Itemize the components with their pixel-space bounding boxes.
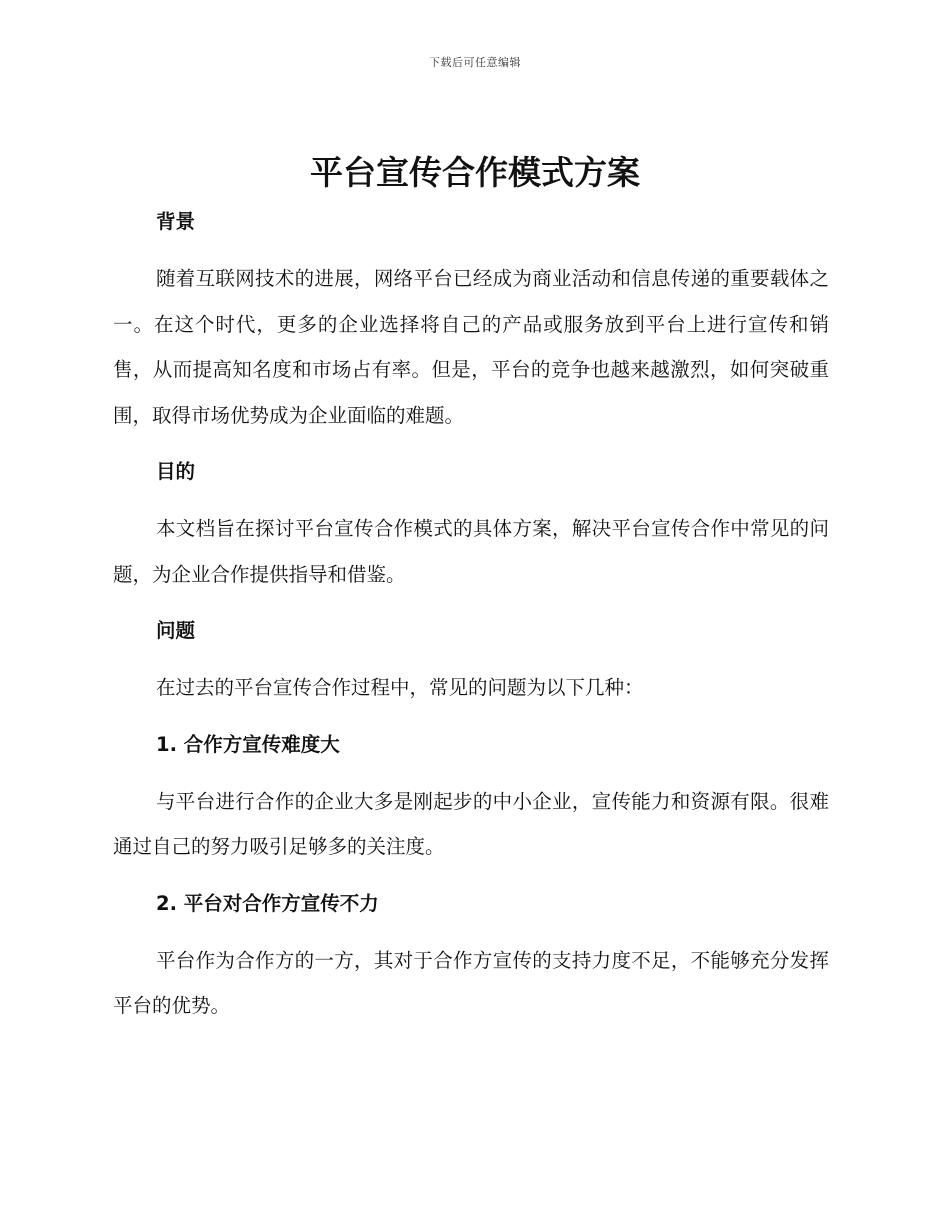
header-note: 下载后可任意编辑 <box>429 56 521 69</box>
section-paragraph: 本文档旨在探讨平台宣传合作模式的具体方案，解决平台宣传合作中常见的问题，为企业合作提供指导和借鉴。 <box>113 517 829 586</box>
document-title: 平台宣传合作模式方案 <box>310 153 640 192</box>
section-heading: 2. 平台对合作方宣传不力 <box>156 891 379 915</box>
section-purpose <box>113 450 829 609</box>
section-problems <box>113 609 829 723</box>
section-heading: 问题 <box>156 619 196 642</box>
section-paragraph: 在过去的平台宣传合作过程中，常见的问题为以下几种： <box>156 676 644 699</box>
section-paragraph: 随着互联网技术的进展，网络平台已经成为商业活动和信息传递的重要载体之一。在这个时代，更多的企业选择将自己的产品或服务放到平台上进行宣传和销售，从而提高知名度和市场占有率。但是，平台的竞争也越来越激烈，如何突破重围，取得市场优势成为企业面临的难题。 <box>113 267 829 427</box>
section-problem-2 <box>113 882 829 1029</box>
section-background <box>113 200 829 450</box>
section-paragraph: 平台作为合作方的一方，其对于合作方宣传的支持力度不足，不能够充分发挥平台的优势。 <box>113 948 829 1017</box>
section-heading: 1. 合作方宣传难度大 <box>156 732 340 756</box>
section-paragraph: 与平台进行合作的企业大多是刚起步的中小企业，宣传能力和资源有限。很难通过自己的努力吸引足够多的关注度。 <box>113 789 829 858</box>
section-problem-1 <box>113 723 829 882</box>
section-heading: 背景 <box>156 210 196 233</box>
section-heading: 目的 <box>156 460 196 483</box>
document-body <box>113 200 829 1029</box>
